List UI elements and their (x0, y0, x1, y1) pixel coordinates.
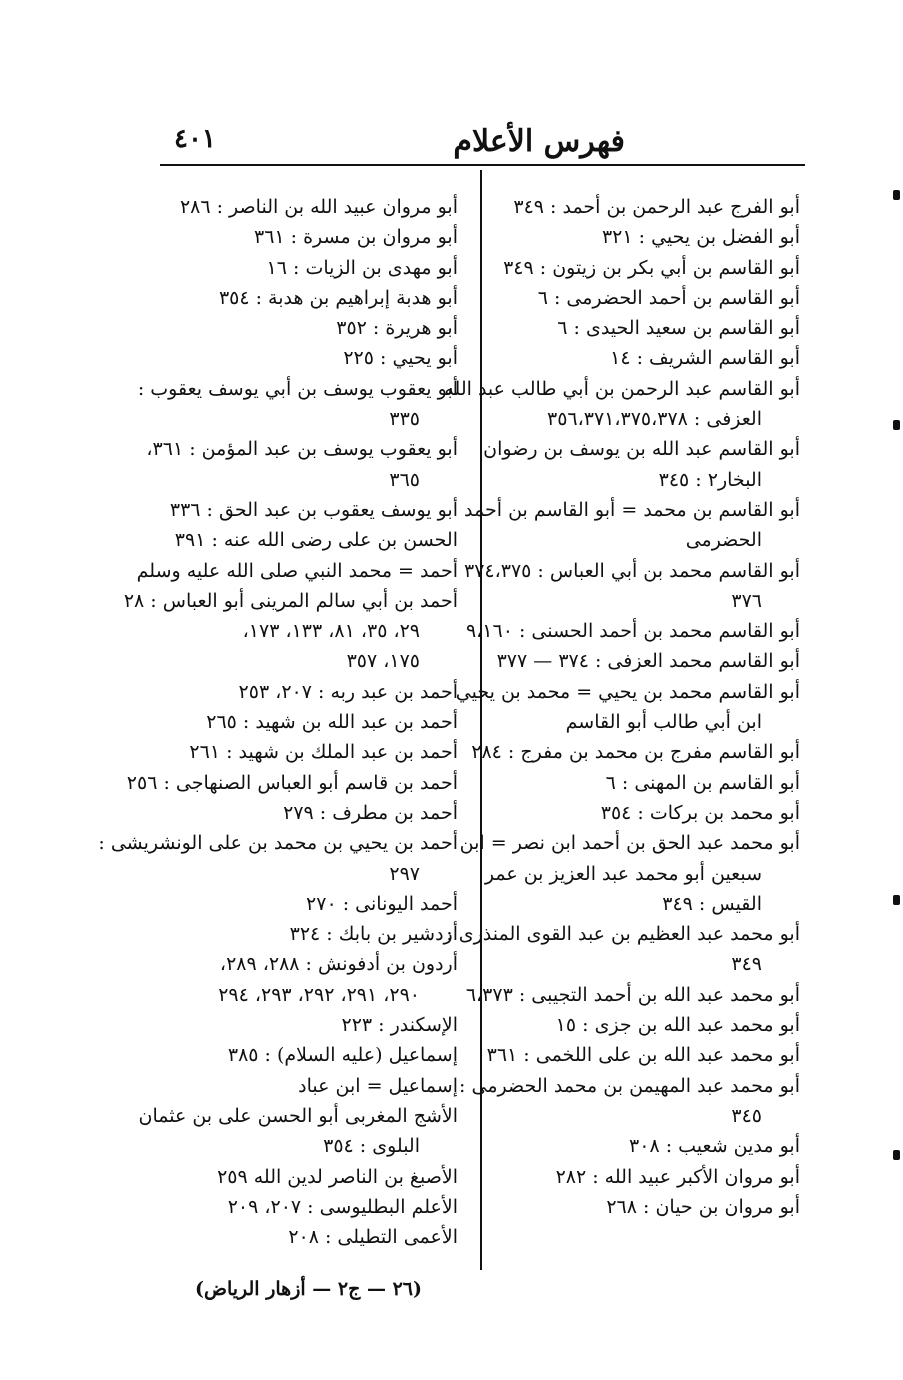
entry-continuation: ٣٤٥ (731, 1104, 762, 1127)
entry-text: أحمد بن مطرف : ٢٧٩ (283, 801, 458, 824)
index-entry (465, 980, 800, 1010)
entry-text: أبو القاسم محمد بن أحمد الحسنى : ٩،١٦٠ (465, 620, 800, 643)
entry-text: أبو القاسم بن أحمد الحضرمى : ٦ (537, 286, 800, 309)
index-entry (160, 677, 458, 707)
entry-text: أبو القاسم عبد الرحمن بن أبي طالب عبد الله (444, 377, 800, 400)
entry-continuation: البلوى : ٣٥٤ (323, 1135, 420, 1158)
index-entry (459, 828, 800, 919)
entry-text: الحسن بن على رضى الله عنه : ٣٩١ (174, 529, 458, 552)
entry-continuation: ٣٦٥ (389, 468, 420, 491)
entry-text: أبو محمد عبد الله بن جزى : ١٥ (555, 1014, 800, 1037)
entry-text: أردشير بن بابك : ٣٢٤ (289, 923, 458, 946)
index-entry (455, 677, 800, 738)
index-entry (98, 828, 458, 889)
entry-continuation: الحضرمى (685, 529, 762, 552)
page-title: فهرس الأعلام (453, 124, 625, 159)
index-entry (160, 1040, 458, 1070)
index-entry (495, 768, 800, 798)
index-entry (160, 707, 458, 737)
entry-text: أحمد اليونانى : ٢٧٠ (306, 892, 458, 915)
index-entry (446, 919, 800, 980)
index-entry (160, 889, 458, 919)
margin-mark (893, 895, 900, 905)
index-entry (160, 192, 458, 222)
index-entry (483, 434, 800, 495)
entry-continuation: ٣٤٩ (731, 953, 762, 976)
entry-text: أبو محمد عبد المهيمن بن محمد الحضرمى : (459, 1074, 800, 1097)
entry-text: إسماعيل = ابن عباد (298, 1074, 458, 1097)
entry-text: أحمد بن أبي سالم المرينى أبو العباس : ٢٨ (123, 589, 458, 612)
entry-text: أبو هريرة : ٣٥٢ (336, 317, 458, 340)
index-entry (160, 798, 458, 828)
index-entry (495, 1162, 800, 1192)
index-entry (160, 343, 458, 373)
entry-text: أحمد بن عبد الملك بن شهيد : ٢٦١ (189, 741, 458, 764)
entry-text: أبو القاسم محمد العزفى : ٣٧٤ — ٣٧٧ (496, 650, 800, 673)
entry-text: أبو مهدى بن الزيات : ١٦ (266, 256, 458, 279)
index-entry (123, 586, 458, 677)
index-entry (160, 949, 458, 1010)
index-entry (160, 525, 458, 555)
entry-text: أبو القاسم مفرج بن محمد بن مفرج : ٢٨٤ (471, 741, 800, 764)
entry-text: إسماعيل (عليه السلام) : ٣٨٥ (227, 1044, 458, 1067)
entry-continuation: ٢٩، ٣٥، ٨١، ١٣٣، ١٧٣، (242, 620, 420, 643)
entry-continuation: القيس : ٣٤٩ (662, 892, 762, 915)
entry-text: أبو يوسف يعقوب بن عبد الحق : ٣٣٦ (169, 498, 458, 521)
index-entry (160, 919, 458, 949)
entry-text: أردون بن أدفونش : ٢٨٨، ٢٨٩، (219, 953, 458, 976)
index-entry (160, 283, 458, 313)
index-entry (160, 1192, 458, 1222)
index-entry (160, 1162, 458, 1192)
entry-text: أبو مروان عبيد الله بن الناصر : ٢٨٦ (179, 196, 458, 218)
index-entry (136, 556, 458, 586)
index-entry (137, 374, 458, 435)
entry-text: أحمد = محمد النبي صلى الله عليه وسلم (136, 559, 458, 582)
entry-text: أبو محمد عبد الله بن أحمد التجيبى : ٦،٣٧٣ (465, 983, 800, 1006)
entry-text: الإسكندر : ٢٢٣ (341, 1014, 458, 1037)
entry-text: أبو القاسم بن المهنى : ٦ (605, 771, 800, 794)
entry-text: الأصبغ بن الناصر لدين الله ٢٥٩ (217, 1165, 458, 1188)
index-entry (464, 556, 800, 617)
index-entry (495, 646, 800, 676)
right-column (444, 192, 800, 1222)
entry-text: أبو الفرج عبد الرحمن بن أحمد : ٣٤٩ (513, 196, 800, 218)
entry-text: أحمد بن يحيي بن محمد بن على الونشريشى : (98, 832, 458, 855)
index-entry (495, 253, 800, 283)
entry-text: أبو الفضل بن يحيي : ٣٢١ (601, 226, 800, 249)
index-entry (495, 798, 800, 828)
margin-mark (893, 1150, 900, 1160)
index-entry (160, 1010, 458, 1040)
index-entry (495, 1010, 800, 1040)
index-entry (160, 1071, 458, 1101)
index-entry (160, 253, 458, 283)
index-entry (160, 222, 458, 252)
entry-text: أبو القاسم بن محمد = أبو القاسم بن أحمد (464, 498, 800, 521)
entry-continuation: ٢٩٧ (389, 862, 420, 885)
entry-continuation: ٣٧٦ (731, 589, 762, 612)
entry-text: أحمد بن قاسم أبو العباس الصنهاجى : ٢٥٦ (126, 771, 458, 794)
index-entry (495, 1131, 800, 1161)
index-entry (495, 192, 800, 222)
entry-continuation: البخار٢ : ٣٤٥ (658, 468, 762, 491)
margin-mark (893, 420, 900, 430)
page-number: ٤٠١ (174, 124, 216, 154)
entry-text: أبو القاسم عبد الله بن يوسف بن رضوان (483, 438, 800, 461)
index-entry (146, 434, 458, 495)
index-entry (126, 768, 458, 798)
entry-text: أبو يعقوب يوسف بن عبد المؤمن : ٣٦١، (146, 438, 458, 461)
index-entry (464, 495, 800, 556)
entry-text: أبو محمد بن بركات : ٣٥٤ (600, 801, 800, 824)
entry-text: أبو يحيي : ٢٢٥ (343, 347, 458, 370)
entry-text: أبو القاسم محمد بن يحيي = محمد بن يحيي (455, 680, 800, 703)
index-entry (160, 495, 458, 525)
entry-text: أبو هدبة إبراهيم بن هدبة : ٣٥٤ (218, 286, 458, 309)
entry-continuation: ٢٩٠، ٢٩١، ٢٩٢، ٢٩٣، ٢٩٤ (218, 983, 420, 1006)
entry-text: الأعمى التطيلى : ٢٠٨ (288, 1226, 458, 1249)
entry-text: أبو محمد عبد الحق بن أحمد ابن نصر = ابن (459, 832, 800, 855)
entry-text: أبو محمد عبد العظيم بن عبد القوى المنذرى : (446, 923, 800, 946)
entry-continuation: ابن أبي طالب أبو القاسم (565, 711, 762, 734)
index-entry (160, 1222, 458, 1252)
footer-note: (٢٦ — ج٢ — أزهار الرياض) (195, 1278, 423, 1300)
index-entry (459, 1071, 800, 1132)
entry-text: أبو مروان الأكبر عبيد الله : ٢٨٢ (555, 1165, 800, 1188)
index-entry (486, 1040, 800, 1070)
index-entry (465, 616, 800, 646)
entry-text: أحمد بن عبد ربه : ٢٠٧، ٢٥٣ (238, 680, 458, 703)
index-entry (495, 343, 800, 373)
index-entry (495, 283, 800, 313)
index-entry (444, 374, 800, 435)
entry-text: أبو مروان بن مسرة : ٣٦١ (254, 226, 458, 249)
entry-text: الأشج المغربى أبو الحسن على بن عثمان (138, 1104, 458, 1127)
entry-text: أحمد بن عبد الله بن شهيد : ٢٦٥ (206, 711, 458, 734)
index-entry (495, 313, 800, 343)
entry-text: أبو يعقوب يوسف بن أبي يوسف يعقوب : (137, 377, 458, 400)
entry-continuation: ١٧٥، ٣٥٧ (346, 650, 420, 673)
header-rule (160, 164, 805, 166)
entry-continuation: سبعين أبو محمد عبد العزيز بن عمر (484, 862, 762, 885)
margin-mark (893, 190, 900, 200)
index-entry (495, 1192, 800, 1222)
index-entry (160, 313, 458, 343)
entry-text: الأعلم البطليوسى : ٢٠٧، ٢٠٩ (227, 1195, 458, 1218)
index-entry (138, 1101, 458, 1162)
index-entry (160, 737, 458, 767)
entry-continuation: العزفى : ٣٥٦،٣٧١،٣٧٥،٣٧٨ (547, 408, 762, 431)
index-entry (471, 737, 800, 767)
entry-continuation: ٣٣٥ (389, 408, 420, 431)
entry-text: أبو مدين شعيب : ٣٠٨ (629, 1135, 800, 1158)
entry-text: أبو القاسم بن سعيد الحيدى : ٦ (557, 317, 800, 340)
entry-text: أبو مروان بن حيان : ٢٦٨ (606, 1195, 800, 1218)
entry-text: أبو القاسم بن أبي بكر بن زيتون : ٣٤٩ (503, 256, 800, 279)
entry-text: أبو القاسم محمد بن أبي العباس : ٣٧٤،٣٧٥ (464, 559, 800, 582)
left-column (98, 192, 458, 1252)
index-entry (495, 222, 800, 252)
entry-text: أبو محمد عبد الله بن على اللخمى : ٣٦١ (486, 1044, 800, 1067)
entry-text: أبو القاسم الشريف : ١٤ (610, 347, 800, 370)
column-divider (480, 170, 482, 1270)
page-header (160, 118, 805, 164)
